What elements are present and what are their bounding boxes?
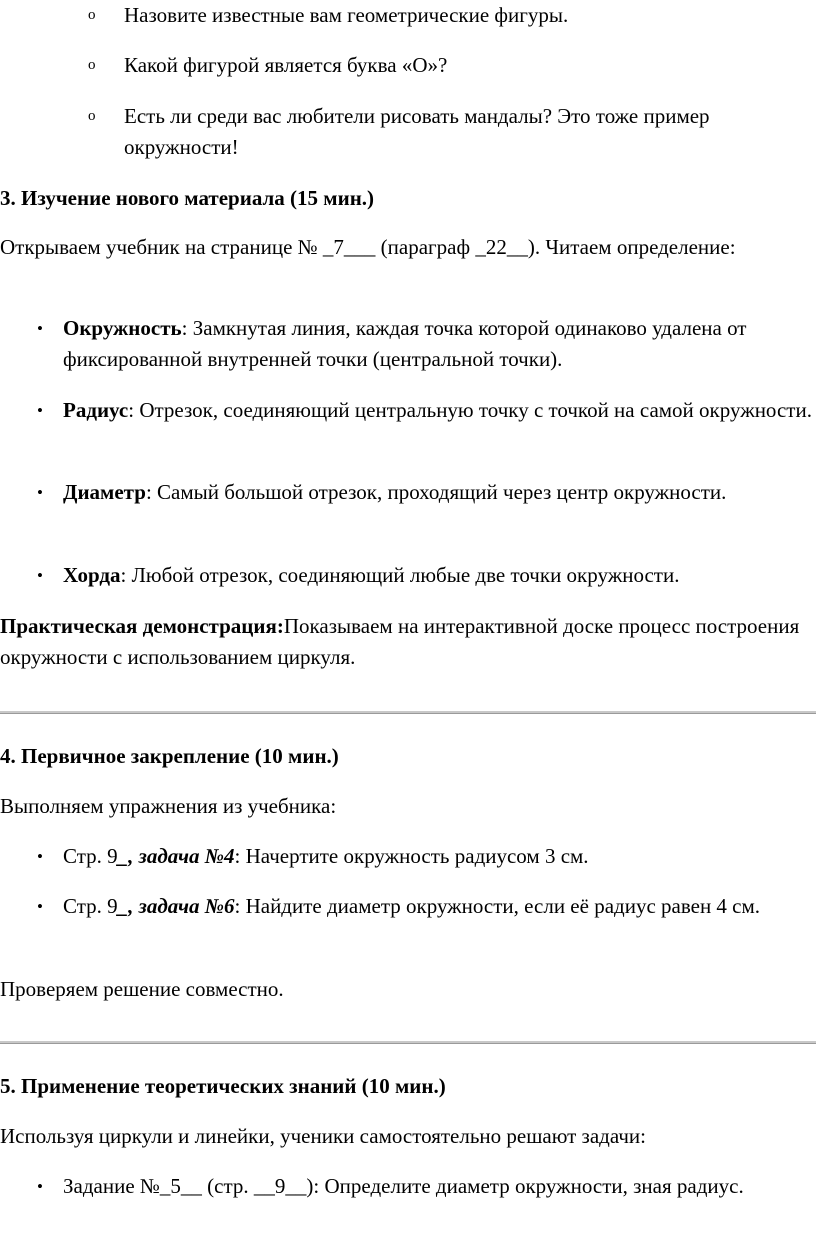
definition-item xyxy=(30,477,816,508)
definition-term: Хорда xyxy=(63,563,121,587)
definition-text: : Замкнутая линия, каждая точка которой одинаково удалена от фиксированной внутренней точки (центральной точки). xyxy=(63,316,747,371)
exercise-text: : Начертите окружность радиусом 3 см. xyxy=(234,844,589,868)
intro-question-1 xyxy=(88,0,816,31)
definition-term: Диаметр xyxy=(63,480,146,504)
bullet-icon: • xyxy=(37,319,43,338)
definition-text: : Отрезок, соединяющий центральную точку с точкой на самой окружности. xyxy=(128,398,812,422)
section5-intro: Используя циркули и линейки, ученики самостоятельно решают задачи: xyxy=(0,1124,646,1148)
exercise-item xyxy=(30,841,816,872)
circle-bullet-icon: o xyxy=(88,108,96,124)
exercise-page: Стр. 9 xyxy=(63,894,118,918)
definition-term: Радиус xyxy=(63,398,129,422)
exercise-text: : Найдите диаметр окружности, если её радиус равен 4 см. xyxy=(234,894,761,918)
exercise-item xyxy=(30,891,816,922)
section-divider xyxy=(0,711,816,714)
intro-question-text: Какой фигурой является буква «О»? xyxy=(124,53,448,77)
bullet-icon: • xyxy=(37,1177,43,1196)
bullet-icon: • xyxy=(37,401,43,420)
task-item xyxy=(30,1171,816,1202)
bullet-icon: • xyxy=(37,897,43,916)
definition-item xyxy=(30,313,816,375)
section4-heading: 4. Первичное закрепление (10 мин.) xyxy=(0,744,339,768)
section4-outro: Проверяем решение совместно. xyxy=(0,977,284,1001)
demonstration-label: Практическая демонстрация: xyxy=(0,614,284,638)
intro-question-3 xyxy=(88,101,816,163)
section4-intro: Выполняем упражнения из учебника: xyxy=(0,794,337,818)
circle-bullet-icon: o xyxy=(88,57,96,73)
exercise-task: _, задача №6 xyxy=(117,894,235,918)
section3-intro: Открываем учебник на странице № _7___ (параграф _22__). Читаем определение: xyxy=(0,235,736,259)
bullet-icon: • xyxy=(37,847,43,866)
intro-question-2 xyxy=(88,50,816,81)
definition-item xyxy=(30,560,816,591)
definition-text: : Самый большой отрезок, проходящий через центр окружности. xyxy=(145,480,727,504)
exercise-page: Стр. 9 xyxy=(63,844,118,868)
section3-heading: 3. Изучение нового материала (15 мин.) xyxy=(0,186,375,210)
intro-question-text: Назовите известные вам геометрические фигуры. xyxy=(124,3,569,27)
task-text: Задание №_5__ (стр. __9__): Определите диаметр окружности, зная радиус. xyxy=(63,1174,744,1198)
section-divider xyxy=(0,1041,816,1044)
definition-text: : Любой отрезок, соединяющий любые две точки окружности. xyxy=(120,563,680,587)
section5-heading: 5. Применение теоретических знаний (10 мин.) xyxy=(0,1074,446,1098)
definition-item xyxy=(30,395,816,426)
intro-question-text: Есть ли среди вас любители рисовать мандалы? Это тоже пример окружности! xyxy=(124,104,710,159)
demonstration-text: Показываем на интерактивной доске процесс построения окружности с использованием циркуля. xyxy=(0,614,800,669)
circle-bullet-icon: o xyxy=(88,7,96,23)
bullet-icon: • xyxy=(37,566,43,585)
bullet-icon: • xyxy=(37,483,43,502)
demonstration-paragraph xyxy=(0,611,816,673)
exercise-task: _, задача №4 xyxy=(117,844,235,868)
definition-term: Окружность xyxy=(63,316,182,340)
